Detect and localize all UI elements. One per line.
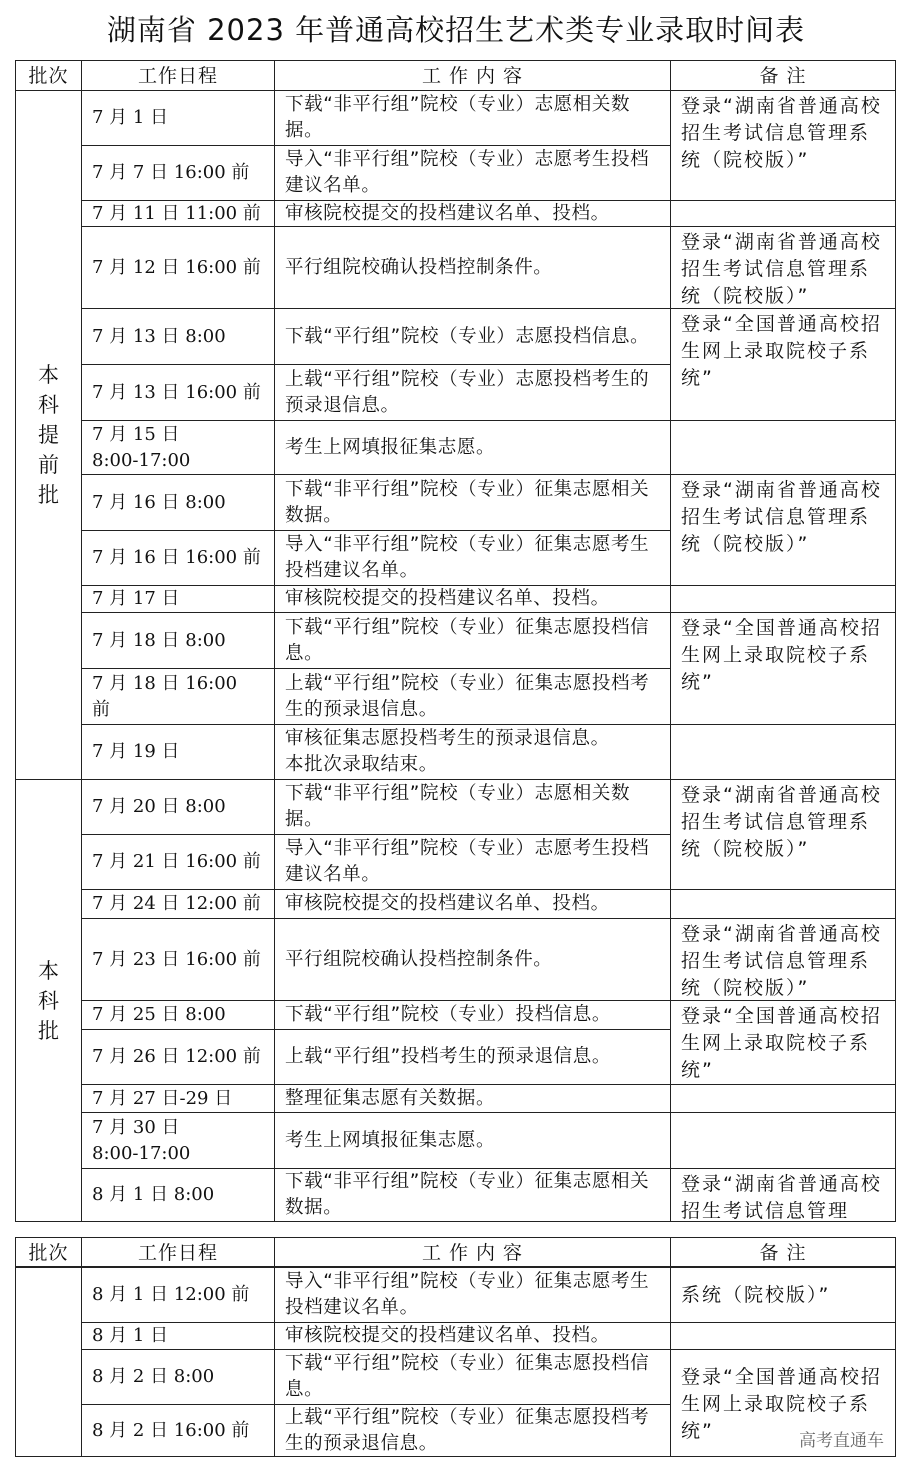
header-schedule	[81, 60, 275, 91]
note-cell-text: 登录“全国普通高校招生网上录取院校子系统”	[681, 1005, 882, 1081]
content-cell-text: 导入“非平行组”院校（专业）志愿考生投档建议名单。	[285, 149, 650, 196]
schedule-cell-text: 7 月 7 日 16:00 前	[92, 162, 250, 183]
schedule-cell	[81, 1168, 275, 1222]
header-batch	[15, 1237, 82, 1268]
note-cell-text: 登录“全国普通高校招生网上录取院校子系统”	[681, 1365, 882, 1442]
content-cell	[274, 200, 671, 227]
content-cell	[274, 918, 671, 1001]
content-cell	[274, 474, 671, 531]
note-cell-text: 登录“湖南省普通高校招生考试信息管理系统（院校版）”	[681, 784, 882, 860]
schedule-cell	[81, 1322, 275, 1350]
note-cell	[670, 1168, 896, 1222]
content-cell	[274, 779, 671, 835]
content-cell-text: 下载“平行组”院校（专业）志愿投档信息。	[285, 325, 650, 347]
header-schedule-text: 工作日程	[137, 1241, 218, 1264]
schedule-cell	[81, 889, 275, 919]
schedule-cell-text: 7 月 16 日 8:00	[92, 491, 226, 513]
content-cell	[274, 420, 671, 475]
header-notes	[670, 1237, 896, 1268]
schedule-cell-text: 7 月 17 日	[92, 588, 180, 609]
schedule-cell-text: 8 月 1 日 8:00	[92, 1184, 215, 1205]
content-cell	[274, 1266, 671, 1323]
content-cell	[274, 308, 671, 365]
schedule-cell	[81, 200, 275, 227]
note-cell-text: 登录“湖南省普通高校招生考试信息管理系统（院校版）”	[681, 923, 882, 999]
schedule-cell-text: 8 月 1 日 12:00 前	[92, 1283, 250, 1305]
note-cell	[670, 1000, 896, 1085]
content-cell-text: 考生上网填报征集志愿。	[285, 436, 496, 458]
content-cell-text: 整理征集志愿有关数据。	[285, 1087, 496, 1109]
schedule-cell	[81, 1112, 275, 1169]
note-cell	[670, 1266, 896, 1323]
content-cell-text: 下载“非平行组”院校（专业）志愿相关数据。	[285, 94, 631, 141]
header-notes	[670, 60, 896, 91]
batch-cell-text: 本 科 提 前 批	[38, 363, 59, 507]
schedule-cell-text: 7 月 13 日 16:00 前	[92, 381, 261, 403]
schedule-cell-text: 7 月 12 日 16:00 前	[92, 256, 261, 278]
content-cell-text: 下载“非平行组”院校（专业）志愿相关数据。	[285, 783, 631, 830]
schedule-cell-text: 7 月 18 日 8:00	[92, 629, 226, 651]
note-cell-empty	[670, 420, 896, 475]
content-cell	[274, 145, 671, 201]
note-cell-text: 登录“全国普通高校招生网上录取院校子系统”	[681, 617, 882, 693]
header-notes-text: 备 注	[759, 1241, 807, 1264]
note-cell-text: 登录“湖南省普通高校招生考试信息管理系统（院校版）”	[681, 479, 882, 555]
note-cell-empty	[670, 1112, 896, 1169]
schedule-cell-text: 7 月 27 日-29 日	[92, 1087, 233, 1109]
batch-cell	[15, 779, 82, 1222]
content-cell-text: 平行组院校确认投档控制条件。	[285, 256, 553, 278]
content-cell	[274, 1000, 671, 1030]
schedule-cell	[81, 1349, 275, 1405]
note-cell	[670, 474, 896, 586]
schedule-cell	[81, 612, 275, 669]
schedule-cell-text: 8 月 2 日 8:00	[92, 1366, 215, 1387]
schedule-cell-text: 7 月 25 日 8:00	[92, 1004, 226, 1025]
note-cell	[670, 612, 896, 725]
content-cell	[274, 226, 671, 309]
schedule-cell	[81, 145, 275, 201]
schedule-cell-text: 7 月 24 日 12:00 前	[92, 893, 261, 914]
schedule-cell-text: 7 月 13 日 8:00	[92, 325, 226, 347]
note-cell-empty	[670, 585, 896, 613]
note-cell	[670, 779, 896, 890]
content-cell-text: 上载“平行组”院校（专业）征集志愿投档考生的预录退信息。	[285, 672, 650, 720]
content-cell	[274, 1029, 671, 1085]
schedule-cell-text: 7 月 18 日 16:00 前	[92, 672, 238, 720]
batch-cell	[15, 1266, 82, 1457]
schedule-cell-text: 7 月 21 日 16:00 前	[92, 851, 261, 872]
schedule-cell	[81, 90, 275, 146]
schedule-cell-text: 7 月 19 日	[92, 741, 180, 762]
header-batch-text: 批次	[28, 1241, 69, 1264]
schedule-cell	[81, 724, 275, 780]
schedule-cell-text: 7 月 30 日 8:00-17:00	[92, 1116, 191, 1164]
content-cell-text: 上载“平行组”院校（专业）志愿投档考生的预录退信息。	[285, 368, 650, 416]
header-content-text: 工 作 内 容	[421, 1241, 524, 1264]
content-cell	[274, 668, 671, 725]
content-cell-text: 导入“非平行组”院校（专业）征集志愿考生投档建议名单。	[285, 534, 650, 581]
content-cell	[274, 724, 671, 780]
schedule-cell	[81, 668, 275, 725]
schedule-cell	[81, 1266, 275, 1323]
batch-cell-text: 本 科 批	[38, 958, 59, 1043]
schedule-cell	[81, 308, 275, 365]
content-cell-text: 下载“平行组”院校（专业）征集志愿投档信息。	[285, 616, 650, 664]
note-cell-empty	[670, 889, 896, 919]
content-cell-text: 上载“平行组”投档考生的预录退信息。	[285, 1046, 611, 1067]
header-batch-text: 批次	[28, 64, 69, 87]
schedule-cell	[81, 834, 275, 890]
note-cell-text: 登录“湖南省普通高校招生考试信息管理系统（院校版）”	[681, 231, 882, 307]
content-cell-text: 下载“非平行组”院校（专业）征集志愿相关数据。	[285, 478, 650, 526]
note-cell-text: 登录“全国普通高校招生网上录取院校子系统”	[681, 313, 882, 389]
schedule-cell-text: 7 月 26 日 12:00 前	[92, 1046, 261, 1067]
content-cell-text: 导入“非平行组”院校（专业）志愿考生投档建议名单。	[285, 838, 650, 885]
schedule-cell	[81, 585, 275, 613]
content-cell-text: 导入“非平行组”院校（专业）征集志愿考生投档建议名单。	[285, 1270, 650, 1318]
note-cell-empty	[670, 724, 896, 780]
note-cell-empty	[670, 200, 896, 227]
schedule-cell-text: 7 月 1 日	[92, 107, 169, 128]
schedule-cell	[81, 420, 275, 475]
content-cell-text: 审核院校提交的投档建议名单、投档。	[285, 588, 610, 609]
note-cell	[670, 226, 896, 309]
note-cell-text: 登录“湖南省普通高校招生考试信息管理	[681, 1173, 882, 1222]
content-cell-text: 审核征集志愿投档考生的预录退信息。 本批次录取结束。	[285, 728, 610, 775]
schedule-cell-text: 7 月 16 日 16:00 前	[92, 547, 261, 568]
content-cell	[274, 1404, 671, 1457]
content-cell	[274, 889, 671, 919]
schedule-cell-text: 7 月 20 日 8:00	[92, 796, 226, 817]
content-cell	[274, 90, 671, 146]
header-schedule	[81, 1237, 275, 1268]
content-cell-text: 平行组院校确认投档控制条件。	[285, 948, 553, 970]
note-cell-empty	[670, 1322, 896, 1350]
schedule-cell	[81, 474, 275, 531]
note-cell	[670, 308, 896, 421]
content-cell-text: 审核院校提交的投档建议名单、投档。	[285, 893, 610, 914]
content-cell	[274, 530, 671, 586]
header-schedule-text: 工作日程	[137, 64, 218, 87]
content-cell-text: 审核院校提交的投档建议名单、投档。	[285, 1325, 610, 1346]
page-title: 湖南省 2023 年普通高校招生艺术类专业录取时间表	[106, 13, 806, 47]
schedule-cell	[81, 1084, 275, 1113]
header-batch	[15, 60, 82, 91]
schedule-cell	[81, 1000, 275, 1030]
content-cell	[274, 1322, 671, 1350]
batch-cell	[15, 90, 82, 780]
note-cell	[670, 90, 896, 201]
schedule-cell-text: 7 月 23 日 16:00 前	[92, 948, 261, 970]
content-cell	[274, 1084, 671, 1113]
content-cell	[274, 1349, 671, 1405]
content-cell-text: 上载“平行组”院校（专业）征集志愿投档考生的预录退信息。	[285, 1406, 650, 1454]
admission-schedule-table-continued	[15, 1237, 895, 1456]
admission-schedule-table	[15, 60, 895, 1221]
content-cell-text: 下载“平行组”院校（专业）投档信息。	[285, 1004, 611, 1025]
header-content	[274, 60, 671, 91]
note-cell-text: 系统（院校版）”	[681, 1284, 831, 1306]
content-cell-text: 下载“平行组”院校（专业）征集志愿投档信息。	[285, 1353, 650, 1400]
schedule-cell	[81, 364, 275, 421]
content-cell	[274, 1168, 671, 1222]
watermark: 高考直通车	[799, 1431, 884, 1451]
header-notes-text: 备 注	[759, 64, 807, 87]
schedule-cell	[81, 1404, 275, 1457]
content-cell	[274, 1112, 671, 1169]
note-cell	[670, 918, 896, 1001]
schedule-cell	[81, 1029, 275, 1085]
content-cell-text: 审核院校提交的投档建议名单、投档。	[285, 202, 610, 224]
schedule-cell	[81, 918, 275, 1001]
schedule-cell	[81, 530, 275, 586]
schedule-cell-text: 8 月 2 日 16:00 前	[92, 1419, 250, 1441]
note-cell-empty	[670, 1084, 896, 1113]
schedule-cell-text: 7 月 15 日 8:00-17:00	[92, 423, 191, 471]
content-cell	[274, 612, 671, 669]
content-cell-text: 考生上网填报征集志愿。	[285, 1129, 496, 1151]
header-content	[274, 1237, 671, 1268]
content-cell	[274, 834, 671, 890]
note-cell-text: 登录“湖南省普通高校招生考试信息管理系统（院校版）”	[681, 95, 882, 171]
schedule-cell	[81, 226, 275, 309]
content-cell-text: 下载“非平行组”院校（专业）征集志愿相关数据。	[285, 1171, 650, 1218]
schedule-cell	[81, 779, 275, 835]
header-content-text: 工 作 内 容	[421, 64, 524, 87]
content-cell	[274, 364, 671, 421]
content-cell	[274, 585, 671, 613]
schedule-cell-text: 7 月 11 日 11:00 前	[92, 202, 261, 224]
schedule-cell-text: 8 月 1 日	[92, 1325, 169, 1346]
